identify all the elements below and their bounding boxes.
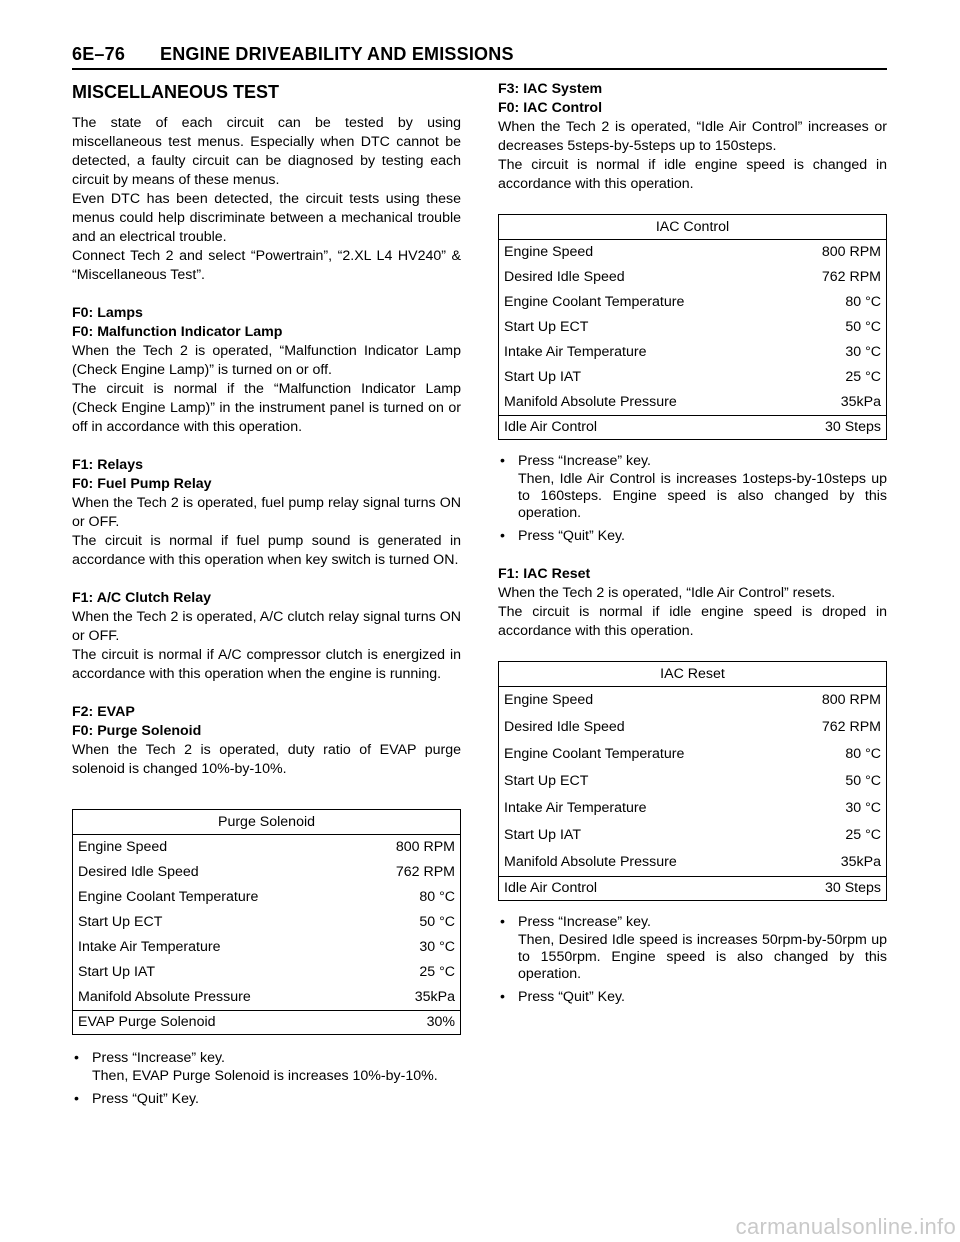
row-label: Manifold Absolute Pressure <box>504 854 677 870</box>
section-heading: MISCELLANEOUS TEST <box>72 82 280 102</box>
table-row <box>499 390 886 415</box>
iac-reset-table <box>498 661 887 901</box>
bullet-icon: • <box>500 528 505 544</box>
intro-paragraph: Connect Tech 2 and select “Powertrain”, “2.XL L4 HV240” & “Miscellaneous Test”. <box>72 248 461 283</box>
table-row <box>73 935 460 960</box>
table-row <box>73 1010 460 1034</box>
bullet-icon: • <box>500 914 505 930</box>
bullet-icon: • <box>500 453 505 469</box>
table-row <box>499 822 886 849</box>
table-title: Purge Solenoid <box>73 810 460 835</box>
row-value: 50 °C <box>419 914 455 930</box>
row-value: 80 °C <box>845 746 881 762</box>
row-value: 50 °C <box>845 773 881 789</box>
row-value: 30 Steps <box>824 419 881 435</box>
table-row <box>499 714 886 741</box>
paragraph: The circuit is normal if idle engine speed is droped in accordance with this operation. <box>498 604 887 639</box>
bullet-subtext: Then, Idle Air Control is increases 1osteps-by-10steps up to 160steps. Engine speed is also changed by this operation. <box>518 471 887 521</box>
bullet-text: Press “Increase” key. <box>92 1050 225 1066</box>
intro-paragraph: Even DTC has been detected, the circuit tests using these menus could help discriminate between a mechanical trouble and an electrical trouble. <box>72 191 461 245</box>
table-row <box>499 340 886 365</box>
row-value: 762 RPM <box>821 269 881 285</box>
table-row <box>499 876 886 900</box>
table-row <box>499 290 886 315</box>
row-value: 30 °C <box>845 800 881 816</box>
row-label: Engine Coolant Temperature <box>78 889 259 905</box>
subheading: F3: IAC System <box>498 81 603 97</box>
row-value: 30% <box>426 1014 455 1030</box>
row-label: Desired Idle Speed <box>78 864 199 880</box>
table-title: IAC Control <box>499 215 886 240</box>
row-label: Start Up ECT <box>504 773 589 789</box>
row-label: Start Up ECT <box>504 319 589 335</box>
table-row <box>499 315 886 340</box>
row-value: 25 °C <box>845 827 881 843</box>
subheading: F2: EVAP <box>72 704 135 720</box>
table-row <box>499 687 886 714</box>
table-row <box>499 365 886 390</box>
bullet-text: Press “Quit” Key. <box>92 1091 199 1107</box>
subheading: F0: Purge Solenoid <box>72 723 202 739</box>
bullet-item <box>72 1049 461 1085</box>
right-column <box>498 80 887 1007</box>
row-label: Intake Air Temperature <box>78 939 221 955</box>
bullet-item <box>498 527 887 546</box>
table-row <box>73 985 460 1010</box>
subheading: F0: IAC Control <box>498 100 603 116</box>
paragraph: The circuit is normal if A/C compressor clutch is energized in accordance with this operation when the engine is running. <box>72 647 461 682</box>
page-header <box>72 44 887 70</box>
row-value: 30 °C <box>419 939 455 955</box>
row-value: 800 RPM <box>821 692 881 708</box>
table-row <box>499 265 886 290</box>
table-row <box>73 885 460 910</box>
paragraph: The circuit is normal if the “Malfunction Indicator Lamp (Check Engine Lamp)” in the instrument panel is turned on or off in accordance with this operation. <box>72 381 461 435</box>
row-value: 762 RPM <box>821 719 881 735</box>
table-row <box>499 415 886 439</box>
row-label: Engine Coolant Temperature <box>504 746 685 762</box>
paragraph: The circuit is normal if fuel pump sound is generated in accordance with this operation when key switch is turned ON. <box>72 533 461 568</box>
row-label: Desired Idle Speed <box>504 719 625 735</box>
paragraph: When the Tech 2 is operated, “Idle Air Control” increases or decreases 5steps-by-5steps up to 150steps. <box>498 119 887 154</box>
page-number: 6E–76 <box>72 44 126 64</box>
row-label: Engine Coolant Temperature <box>504 294 685 310</box>
subheading: F1: IAC Reset <box>498 566 591 582</box>
row-value: 35kPa <box>840 854 881 870</box>
row-value: 80 °C <box>419 889 455 905</box>
bullet-item <box>72 1090 461 1109</box>
row-value: 30 °C <box>845 344 881 360</box>
paragraph: When the Tech 2 is operated, fuel pump relay signal turns ON or OFF. <box>72 495 461 530</box>
row-label: Start Up IAT <box>504 827 581 843</box>
row-value: 800 RPM <box>821 244 881 260</box>
table-row <box>73 910 460 935</box>
bullet-text: Press “Quit” Key. <box>518 528 625 544</box>
row-value: 35kPa <box>414 989 455 1005</box>
row-label: Intake Air Temperature <box>504 344 647 360</box>
row-label: Engine Speed <box>504 244 594 260</box>
paragraph: When the Tech 2 is operated, “Malfunction Indicator Lamp (Check Engine Lamp)” is turned on or off. <box>72 343 461 378</box>
row-value: 80 °C <box>845 294 881 310</box>
bullet-item <box>498 913 887 983</box>
row-label: Intake Air Temperature <box>504 800 647 816</box>
subheading: F0: Malfunction Indicator Lamp <box>72 324 283 340</box>
paragraph: When the Tech 2 is operated, “Idle Air Control” resets. <box>498 585 836 601</box>
bullet-text: Press “Quit” Key. <box>518 989 625 1005</box>
row-label: Engine Speed <box>504 692 594 708</box>
row-label: Idle Air Control <box>504 880 598 896</box>
row-label: Start Up IAT <box>78 964 155 980</box>
subheading: F1: Relays <box>72 457 143 473</box>
row-value: 25 °C <box>419 964 455 980</box>
paragraph: The circuit is normal if idle engine speed is changed in accordance with this operation. <box>498 157 887 192</box>
table-row <box>499 795 886 822</box>
bullet-text: Press “Increase” key. <box>518 453 651 469</box>
table-row <box>499 768 886 795</box>
row-label: Manifold Absolute Pressure <box>504 394 677 410</box>
row-label: Manifold Absolute Pressure <box>78 989 251 1005</box>
subheading: F0: Fuel Pump Relay <box>72 476 212 492</box>
bullet-icon: • <box>74 1050 79 1066</box>
row-value: 50 °C <box>845 319 881 335</box>
bullet-subtext: Then, Desired Idle speed is increases 50rpm-by-50rpm up to 1550rpm. Engine speed is also changed by this operation. <box>518 932 887 982</box>
table-row <box>499 741 886 768</box>
paragraph: When the Tech 2 is operated, duty ratio of EVAP purge solenoid is changed 10%-by-10%. <box>72 742 461 777</box>
left-column <box>72 80 461 1109</box>
table-row <box>73 860 460 885</box>
row-label: Start Up IAT <box>504 369 581 385</box>
bullet-text: Press “Increase” key. <box>518 914 651 930</box>
row-value: 25 °C <box>845 369 881 385</box>
header-title: ENGINE DRIVEABILITY AND EMISSIONS <box>160 44 514 64</box>
bullet-icon: • <box>74 1091 79 1107</box>
purge-solenoid-table <box>72 809 461 1035</box>
table-row <box>73 835 460 860</box>
table-row <box>499 240 886 265</box>
row-label: Desired Idle Speed <box>504 269 625 285</box>
row-label: Idle Air Control <box>504 419 598 435</box>
row-value: 800 RPM <box>395 839 455 855</box>
table-row <box>73 960 460 985</box>
bullet-subtext: Then, EVAP Purge Solenoid is increases 10%-by-10%. <box>92 1068 438 1084</box>
bullet-item <box>498 988 887 1007</box>
table-row <box>499 849 886 876</box>
table-title: IAC Reset <box>499 662 886 687</box>
row-label: EVAP Purge Solenoid <box>78 1014 216 1030</box>
bullet-icon: • <box>500 989 505 1005</box>
paragraph: When the Tech 2 is operated, A/C clutch relay signal turns ON or OFF. <box>72 609 461 644</box>
watermark: carmanualsonline.info <box>735 1214 956 1239</box>
row-label: Start Up ECT <box>78 914 163 930</box>
subheading: F1: A/C Clutch Relay <box>72 590 212 606</box>
bullet-item <box>498 452 887 522</box>
row-label: Engine Speed <box>78 839 168 855</box>
intro-paragraph: The state of each circuit can be tested by using miscellaneous test menus. Especially when DTC cannot be detected, a faulty circuit can be diagnosed by testing each circuit by means of these menus. <box>72 115 461 188</box>
row-value: 35kPa <box>840 394 881 410</box>
subheading: F0: Lamps <box>72 305 143 321</box>
iac-control-table <box>498 214 887 440</box>
row-value: 762 RPM <box>395 864 455 880</box>
row-value: 30 Steps <box>824 880 881 896</box>
